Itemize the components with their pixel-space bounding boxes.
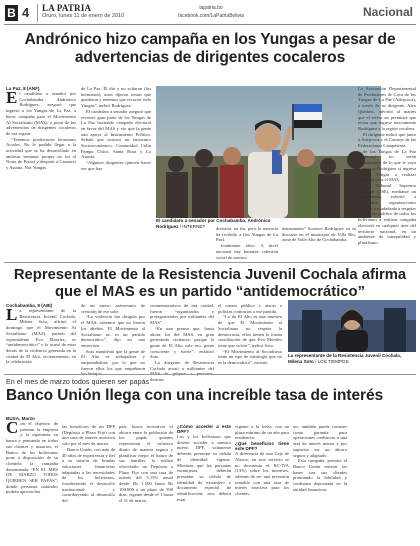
story3-question-2: ¿Qué beneficios tiene este DPF?	[235, 441, 289, 452]
story2-caption-text: La representante de la Resistencia Juvenil Cochala, Milena Soto	[288, 353, 402, 364]
story3-headline: Banco Unión llega con una increíble tasa de interés	[6, 387, 384, 404]
story1-column-3	[216, 226, 278, 260]
story3-column-6	[293, 424, 347, 544]
story2-dropcap: L	[6, 305, 18, 324]
story1-paragraph-9: La Asociación Departamental de Productores de Coca de los Yungas de La Paz (Adepcoca), a través de su dirigente, Alex Quisbert, advirtió al martes que el sector no permitirá que evitar que ingrese nuevamente Rodríguez a la región cocalera.	[358, 86, 416, 131]
story2-column-4	[218, 303, 282, 371]
page-number: 4	[22, 5, 30, 20]
story3-paragraph-7: A diferencia de una Caja de Ahorro, en este servicio se no descuenta el RC-IVA (13%) sobre los intereses, además de ser una inversión rentable con una tasa de interés atractiva para los clientes,	[235, 451, 289, 497]
story3-column-3	[119, 424, 173, 544]
story1-photo-image	[156, 86, 381, 218]
story2-photo	[288, 300, 416, 352]
story3-column-5	[235, 424, 289, 544]
story3-paragraph-2: las beneficios de un DPF (Depósito a Plazo Fijo) con una tasa de interés atractiva solo por el mes de marzo.	[62, 424, 115, 447]
story2-paragraph-7: La dirigente de Resistencia Cochala acusó a militantes del destruir	[150, 360, 214, 383]
section-badge: B	[5, 5, 18, 21]
story1-column-5	[358, 86, 416, 248]
story3-column-1	[6, 416, 58, 544]
story1-paragraph-4: El candidato a senador aseguró que recorrió gran parte de los Yungas de La Paz haciendo campaña electoral en favor del MAS y vio que la gente aún apoya al Instrumento Político. Señaló que sostuvo un encuentro Socioeconómico, Comunidad Colín Pampa Chico, Santa Rosa y La Asunta.	[81, 108, 151, 160]
story3-question-1: ¿Cómo acceder a este DPF?	[177, 424, 231, 434]
story2-column-3	[150, 303, 214, 383]
story1-paragraph-3: de La Paz. Él dio y no soltaron (los hermanos), unos dijeron temas que quedaron y tenemos que recorrer todo Yungas”, indicó Rodríguez.	[81, 86, 151, 109]
story2-paragraph-3: “La violencia fue dirigida por el MAS, sabemos que no fueron los alteños. El Movimiento al Socialismo no es un partido democrático”, dijo en una entrevista.	[81, 314, 145, 348]
facebook-link[interactable]: facebook.com/LaPatriaBolivia	[178, 13, 244, 19]
story2-paragraph-1: a representante de la Resistencia Juvenil Cochala, Milena Soto, afirmó el domingo que el Movimiento Al Socialismo (MAS), partido del expresidente Evo Morales, es “antidemocrático” y lo acusó de estar detrás de la violencia generada en la ciudad de El Alto, recientemente, en la celebración	[6, 308, 76, 365]
story2-paragraph-9: “Lo de El Alto es una muestra de que El Movimiento al Socialismo no respeta la democracia, ellos tienen la forma conciliación de que Evo Morales tiene que volver”, indicó Soto.	[218, 314, 282, 348]
header-divider	[37, 4, 38, 22]
story1-column-1	[6, 86, 76, 216]
story1-column-2	[81, 86, 151, 216]
story3-paragraph-6: vigente a la fecha, con un plazo mínimo de un año para residencia.	[235, 424, 289, 441]
header-rule	[4, 24, 416, 25]
story3-byline: BUSA, Marzo	[6, 416, 35, 421]
story2-byline: Cochabamba, 8 (ABI)	[6, 303, 53, 308]
story3-dropcap: C	[6, 418, 19, 437]
story2-paragraph-2: de un nuevo aniversario de creación de ese urbe.	[81, 303, 145, 314]
story2-bottom-rule	[4, 374, 416, 375]
story1-paragraph-1: l candidato a senador por Cochabamba, Andrónico Rodríguez, aseguró que ingresó a los Yungas de La Paz, a hacer campaña para el Movimiento Al Socialismo (MAS), a pesar de las advertencias de dirigentes cocaleros de esa región.	[6, 91, 76, 136]
story1-column-4	[282, 226, 356, 260]
story2-paragraph-4: Soto manifestó que la gente de El Alto es trabajadora y emprendedora, por lo que no fueron ellos los que empañaron	[81, 348, 145, 371]
story3-paragraph-1: on el objetivo de premiar la empresa y la esperanza en banca y pensando en todos sus clientes y usuarios, el Banco de los bolivianos pone a disposición de su clientela la campaña denominada “EN EL MES DE MARZO TODOS QUIEREN SER PAPÁS”, donde personas naturales podrán aprovechar	[6, 421, 58, 495]
page-header	[0, 0, 420, 26]
story1-paragraph-10: El dirigente indicó que junto a Adepcoca y el Consejo de las Federaciones Campesinas	[358, 131, 416, 149]
website-link[interactable]: lapatria.bo	[199, 5, 223, 11]
story2-column-1	[6, 303, 76, 371]
story1-headline: Andrónico hizo campaña en los Yungas a pesar de advertencias de dirigentes cocaleros	[24, 31, 396, 66]
story2-photo-image	[288, 300, 416, 352]
story3-column-4	[177, 424, 231, 544]
story1-paragraph-2: “Tenemos productores hermanos Aciales. No le podido llegar a la actividad que se ha desarrollado en antiesas semanas porque no fui al Norte de Potosí y después a Caranavi y Asunta. Nor Yungas	[6, 136, 76, 171]
newspaper-name: LA PATRIA	[42, 3, 92, 13]
story2-paragraph-6: “En una prensa que, hasta ahora, los del MAS, en gran generando violencia, porque la gente de El Alto vale eso, gente consciente y fuerte”, enfatizó Soto.	[150, 325, 214, 360]
story3-column-2	[62, 424, 115, 544]
story1-photo	[156, 86, 381, 218]
story1-caption-credit: / INTERNET	[179, 223, 206, 229]
story2-paragraph-10: “El Movimiento al Socialismo tiene un tipo de ideología que no es la democrática”, insistió.	[218, 348, 282, 366]
story1-paragraph-5: “Algunos dirigentes quieren hacer ver que hay	[81, 160, 151, 171]
story1-paragraph-12: El Tribunal Supremo Electoral (TSE), mediante un comunicado, exhortó a candidatos, organizaciones sociales y ciudadanía a respetar el derecho político de todos los bolivianos a realizar campaña electoral en cualquier área del territorio nacional, en un ambiente de tranquilidad y pluralismo.	[358, 182, 416, 245]
story1-byline: La Paz, 8 (ANF)	[6, 86, 40, 91]
story1-paragraph-6: división, en fin, pero la mayoría ha recibido a (los Yungas de La Paz).	[216, 226, 278, 243]
story3-paragraph-5: Los y los bolivianos que deseen acceder a nuestro nuevo DPF, solamente deberán presentar su cédula de identidad vigente. Mientras que las personas extranjeras, deberán presentar su cédula de identidad de extranjero o documento especial de identificación, esta deberá estar	[177, 434, 231, 502]
story1-dropcap: E	[6, 88, 18, 107]
story2-caption-credit: / LOS TIEMPOS	[315, 358, 349, 364]
story3-kicker: En el mes de marzo todos quieren ser papás	[6, 377, 150, 386]
story2-column-2	[81, 303, 145, 371]
story3-paragraph-3: Banco Unión, con más de 40 años de experiencia y fiel a su misión de brindar soluciones financieras adaptadas a las necesidades de los bolivianos, fortaleciendo el desarrollo institucional y contribuyendo al desarrollo del	[62, 446, 115, 504]
story1-paragraph-11: de los Yungas de La Paz (Cofecay) no serán responsables de lo que le vaya a pasar a Rodríguez si ingresa a los Yungas a realizar campaña para el MAS.	[358, 148, 416, 183]
story1-paragraph-8: instrumento” Sostuvo Rodríguez en su discurso en el municipio de Villa Río, zona de Valle Alto de Cochabamba.	[282, 226, 356, 243]
story2-headline: Representante de la Resistencia Juvenil Cochala afirma que el MAS es un partido “antidemocrático”	[13, 267, 407, 300]
story3-paragraph-9: Esta campaña, permite al Banco Unión reiterar las bases con sus clientes premiando la fidelidad y confianza depositada en la entidad financiera.	[293, 458, 347, 492]
issue-date: Oruro, lunes 11 de enero de 2010	[42, 13, 125, 19]
story1-bottom-rule	[4, 262, 416, 263]
section-name: Nacional	[362, 5, 413, 19]
story2-paragraph-5: conmemorativos de esa ciudad, fueron “organizados y protagonizados por militantes del MAS”.	[150, 303, 214, 326]
story2-caption	[288, 353, 416, 364]
story2-paragraph-8: el ornato público y atacar a policías contrarios a ese partido.	[218, 303, 282, 314]
story3-paragraph-8: tes, también puede contraer como garantía para operaciones crediticias a una tasa de interés menor y por supuesto ser un ahorro seguro y adaptado.	[293, 424, 347, 458]
story1-caption-text: El candidato a senador por Cochabamba, Andrónico Rodríguez	[156, 218, 271, 229]
story1-paragraph-7: totalmente falso. A nivel nacional hay bastante cohesión social de nuestro	[216, 243, 278, 260]
story3-paragraph-4: país, busca incentivar el ahorro entre la población de los papás quienes representan el esfuerzo diario de manera segura y planificar mejor el futuro de sus familias, lo realiza ofreciendo un Depósito a Plazo Fijo con una tasa de interés del 5,15% anual desde Bs 1.500 hasta Bs 100.000 a un plazo de 390 días, vigente desde el 1 hasta el 31 de marzo.	[119, 424, 173, 504]
